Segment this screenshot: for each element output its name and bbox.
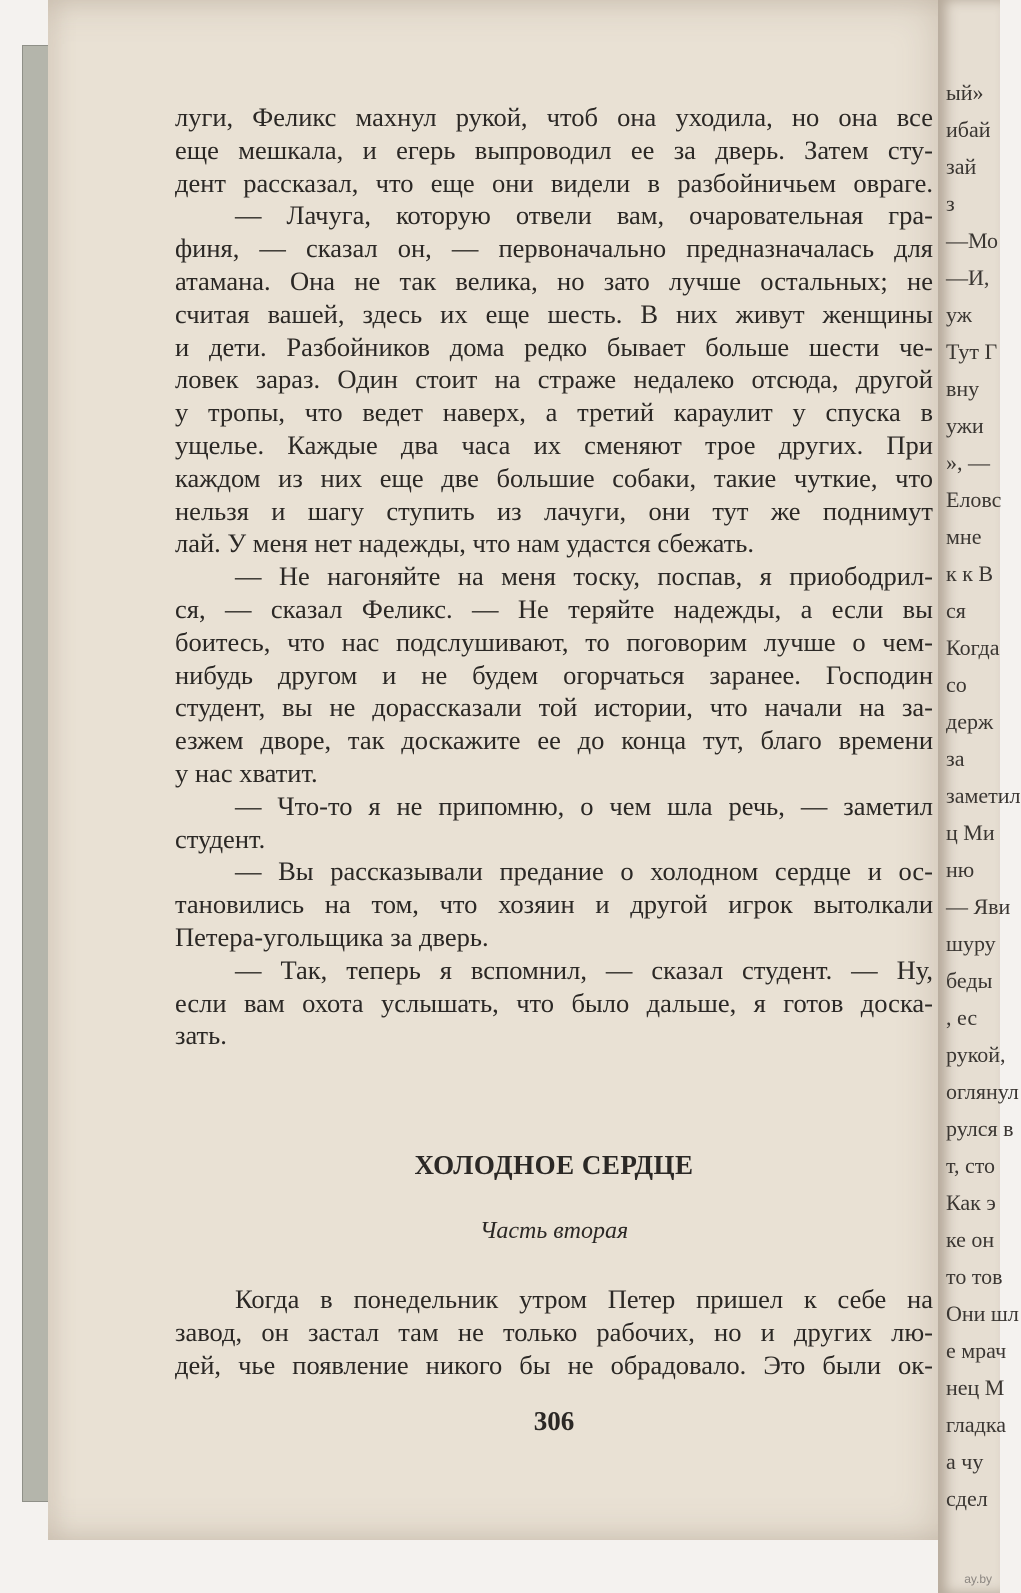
- text-line: нибудь другом и не будем огорчаться заранее. Господин: [175, 659, 933, 690]
- next-page-fragment: мне: [946, 524, 982, 549]
- text-line: ущелье. Каждые два часа их сменяют трое других. При: [175, 429, 933, 460]
- next-page-fragment: за: [946, 746, 965, 771]
- next-page-fragment: Когда: [946, 635, 1000, 660]
- next-page-fragment: ц Ми: [946, 820, 995, 845]
- text-line: каждом из них еще две большие собаки, такие чуткие, что: [175, 462, 933, 493]
- next-page-fragment: Тут Г: [946, 339, 998, 364]
- text-line: ся, — сказал Феликс. — Не теряйте надежды, а если вы: [175, 593, 933, 624]
- next-page-fragment: держ: [946, 709, 994, 734]
- next-page-fragment: —Мо: [946, 228, 999, 253]
- next-page-fragment: шуру: [946, 931, 996, 956]
- text-line: студент.: [175, 823, 266, 854]
- next-page-fragment: заметил: [946, 783, 1021, 808]
- next-page-fragment: оглянул: [946, 1079, 1019, 1104]
- next-page-fragment: », —: [946, 450, 990, 475]
- next-page-fragment: ке он: [946, 1227, 995, 1252]
- text-line: завод, он застал там не только рабочих, но и других лю-: [175, 1316, 933, 1347]
- text-line: луги, Феликс махнул рукой, чтоб она уходила, но она все: [175, 102, 933, 132]
- text-line: — Вы рассказывали предание о холодном сердце и ос-: [235, 856, 933, 887]
- next-page-fragment: беды: [946, 968, 993, 993]
- page-number: 306: [533, 1406, 575, 1436]
- next-page-fragment: ню: [946, 857, 975, 882]
- text-line: атамана. Она не так велика, но зато лучше остальных; не: [175, 265, 933, 296]
- text-line: еще мешкала, и егерь выпроводил ее за дверь. Затем сту-: [175, 134, 933, 165]
- next-page-fragment: со: [946, 672, 967, 697]
- text-line: дент рассказал, что еще они видели в разбойничьем овраге.: [175, 167, 933, 198]
- chapter-opening-text: [175, 1283, 933, 1381]
- next-page-fragment: сдел: [946, 1486, 988, 1511]
- next-page-fragment: к к В: [946, 561, 994, 586]
- next-page-fragment: ся: [946, 598, 966, 623]
- next-page-fragment: рукой,: [946, 1042, 1006, 1067]
- text-line: — Так, теперь я вспомнил, — сказал студент. — Ну,: [235, 954, 933, 985]
- next-page-fragment: то тов: [946, 1264, 1003, 1289]
- chapter-subheading: Часть вторая: [479, 1218, 629, 1244]
- next-page-fragment: ибай: [946, 117, 991, 142]
- next-page-fragment: нец М: [946, 1375, 1005, 1400]
- text-line: зать.: [175, 1020, 227, 1051]
- next-page-fragment: гладка: [946, 1412, 1006, 1437]
- text-line: — Лачуга, которую отвели вам, очаровательная гра-: [235, 200, 933, 231]
- text-line: Петера-угольщика за дверь.: [175, 921, 489, 952]
- text-line: если вам охота услышать, что было дальше, я готов доска-: [175, 987, 933, 1018]
- next-page-fragment: рулся в: [946, 1116, 1014, 1141]
- text-line: у нас хватит.: [175, 757, 318, 788]
- next-page-fragment: — Яви: [946, 894, 1011, 919]
- text-line: Когда в понедельник утром Петер пришел к себе на: [235, 1284, 933, 1314]
- text-line: у тропы, что ведет наверх, а третий караулит у спуска в: [175, 397, 933, 428]
- text-line: боитесь, что нас подслушивают, то поговорим лучше о чем-: [175, 626, 933, 657]
- next-page-fragment: Они шл: [946, 1301, 1019, 1326]
- text-line: тановились на том, что хозяин и другой игрок вытолкали: [175, 889, 933, 920]
- next-page-fragment: уж: [946, 302, 972, 327]
- next-page-edge: [938, 0, 1021, 1593]
- next-page-fragment: ужи: [946, 413, 984, 438]
- chapter-heading: ХОЛОДНОЕ СЕРДЦЕ: [414, 1150, 694, 1180]
- next-page-fragment: , ес: [946, 1005, 978, 1030]
- next-page-fragment: Еловс: [946, 487, 1002, 512]
- text-line: нельзя и шагу ступить из лачуги, они тут же поднимут: [175, 495, 933, 526]
- text-line: лай. У меня нет надежды, что нам удастся сбежать.: [175, 528, 755, 559]
- next-page-fragment: Как э: [946, 1190, 996, 1215]
- text-line: студент, вы не дорассказали той истории, что начали на за-: [175, 692, 933, 723]
- watermark: ay.by: [964, 1572, 992, 1586]
- next-page-fragment: а чу: [946, 1449, 984, 1474]
- next-page-fragment: —И,: [946, 265, 990, 290]
- text-line: езжем дворе, так доскажите ее до конца тут, благо времени: [175, 725, 933, 756]
- next-page-fragment: е мрач: [946, 1338, 1007, 1363]
- text-line: дей, чье появление никого бы не обрадовало. Это были ок-: [175, 1349, 933, 1380]
- next-page-fragment: ый»: [946, 80, 984, 105]
- next-page-fragment: вну: [946, 376, 980, 401]
- next-page-fragment: зай: [946, 154, 977, 179]
- next-page-fragment: з: [946, 191, 955, 216]
- text-line: и дети. Разбойников дома редко бывает больше шести че-: [175, 331, 933, 362]
- main-text-block: [175, 101, 933, 1052]
- text-line: — Не нагоняйте на меня тоску, поспав, я приободрил-: [235, 561, 933, 592]
- text-line: считая вашей, здесь их еще шесть. В них живут женщины: [175, 298, 933, 329]
- text-line: — Что-то я не припомню, о чем шла речь, — заметил: [235, 790, 933, 821]
- text-line: ловек зараз. Один стоит на страже недалеко отсюда, другой: [175, 364, 933, 395]
- next-page-fragment: т, сто: [946, 1153, 996, 1178]
- text-line: финя, — сказал он, — первоначально предназначалась для: [175, 233, 933, 264]
